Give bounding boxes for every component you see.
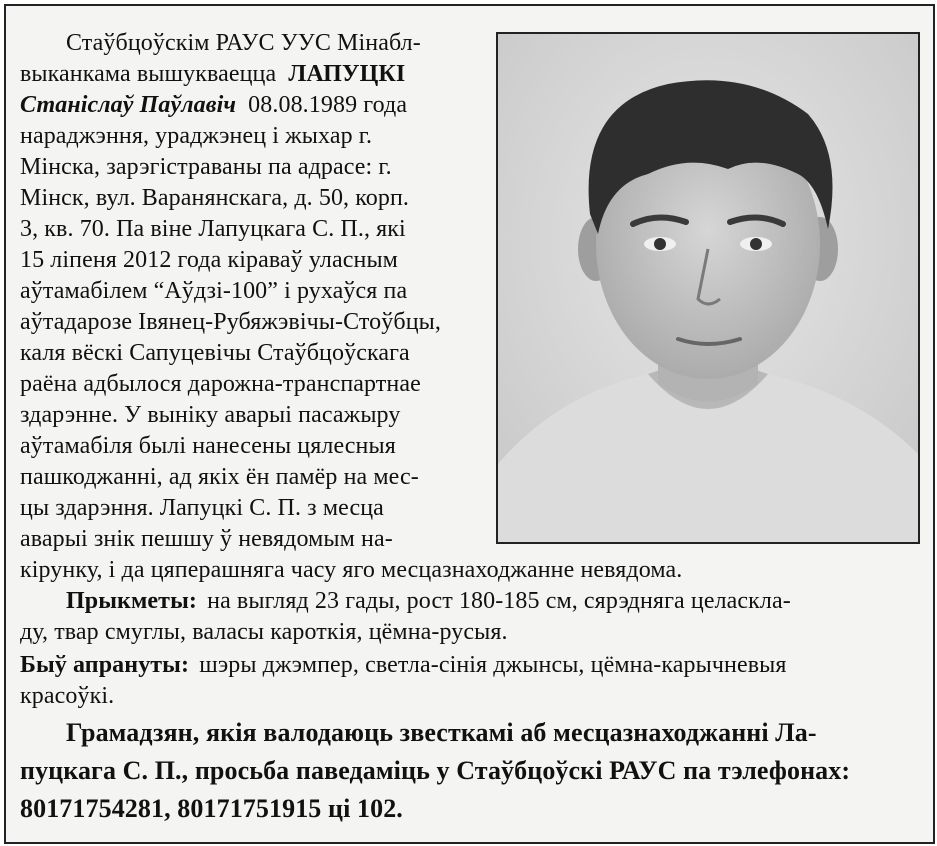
text-line: Станіслаў Паўлавіч 08.08.1989 года bbox=[20, 92, 408, 118]
text-line: 15 ліпеня 2012 года кіраваў уласным bbox=[20, 247, 398, 273]
wanted-notice bbox=[4, 4, 935, 844]
full-name: Станіслаў Паўлавіч bbox=[20, 92, 237, 118]
text-line: пашкоджанні, ад якіх ён памёр на мес- bbox=[20, 464, 419, 490]
appeal-line: 80171754281, 80171751915 ці 102. bbox=[20, 794, 403, 823]
portrait-photo bbox=[496, 32, 920, 544]
surname: ЛАПУЦКІ bbox=[288, 61, 406, 87]
text-line: аўтамабіля былі нанесены цялесныя bbox=[20, 433, 396, 459]
clothes-line: красоўкі. bbox=[20, 683, 115, 709]
text-line: каля вёскі Сапуцевічы Стаўбцоўскага bbox=[20, 340, 410, 366]
text-line: Стаўбцоўскім РАУС УУС Мінабл- bbox=[66, 30, 421, 56]
text-line: нараджэння, ураджэнец і жыхар г. bbox=[20, 123, 373, 149]
features-label: Прыкметы: bbox=[66, 588, 198, 614]
text-line: аварыі знік пешшу ў невядомым на- bbox=[20, 526, 393, 552]
features-line: ду, твар смуглы, валасы кароткія, цёмна-русыя. bbox=[20, 619, 508, 645]
features-line: Прыкметы: на выгляд 23 гады, рост 180-185 см, сярэдняга целаскла- bbox=[66, 588, 791, 614]
text-line: Мінск, вул. Варанянскага, д. 50, корп. bbox=[20, 185, 410, 211]
portrait-image bbox=[498, 34, 918, 542]
text-line: кірунку, і да цяперашняга часу яго месцазнаходжанне невядома. bbox=[20, 557, 683, 583]
text-line: здарэнне. У выніку аварыі пасажыру bbox=[20, 402, 401, 428]
appeal-line: Грамадзян, якія валодаюць звесткамі аб месцазнаходжанні Ла- bbox=[66, 718, 817, 747]
clothes-label: Быў апрануты: bbox=[20, 652, 190, 678]
clothes-line: Быў апрануты: шэры джэмпер, светла-сінія джынсы, цёмна-карычневыя bbox=[20, 652, 787, 678]
text-line: аўтамабілем “Аўдзі-100” і рухаўся па bbox=[20, 278, 408, 304]
text-line: Мінска, зарэгістраваны па адрасе: г. bbox=[20, 154, 392, 180]
text-line: выканкама вышукваецца ЛАПУЦКІ bbox=[20, 61, 406, 87]
text-line: аўтадарозе Івянец-Рубяжэвічы-Стоўбцы, bbox=[20, 309, 441, 335]
text-line: раёна адбылося дарожна-транспартнае bbox=[20, 371, 421, 397]
text-line: цы здарэння. Лапуцкі С. П. з месца bbox=[20, 495, 384, 521]
text-line: 3, кв. 70. Па віне Лапуцкага С. П., які bbox=[20, 216, 406, 242]
appeal-line: пуцкага С. П., просьба паведаміць у Стаўбцоўскі РАУС па тэлефонах: bbox=[20, 756, 851, 785]
